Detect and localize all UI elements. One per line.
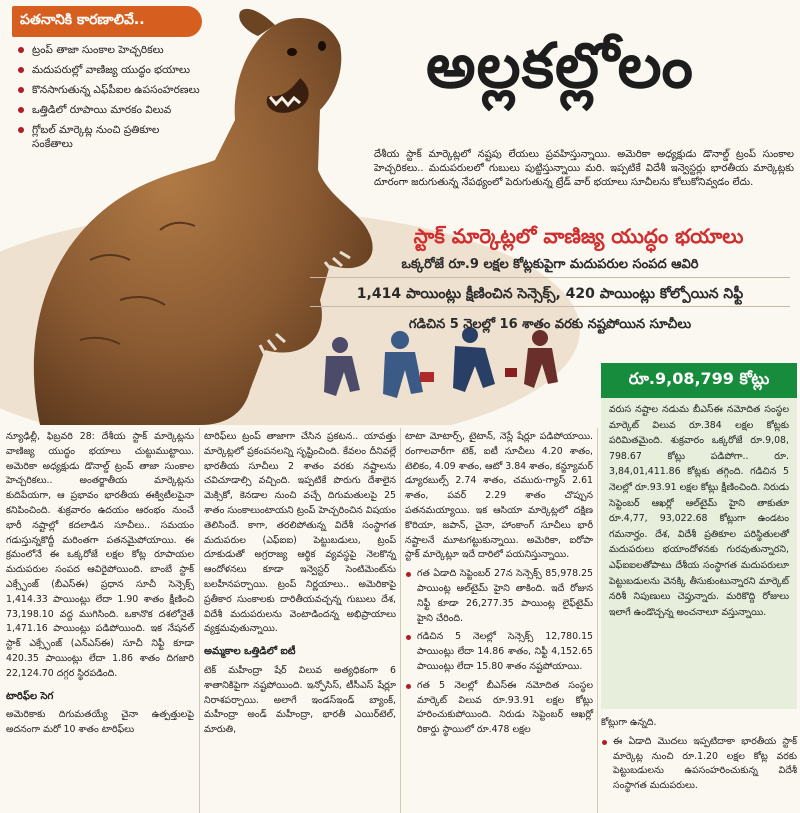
- reason-item: మదుపరుల్లో వాణిజ్య యుద్ధం భయాలు: [18, 63, 202, 77]
- key-line: ఒక్కరోజే రూ.9 లక్షల కోట్లకుపైగా మదుపరుల సంపద ఆవిరి: [310, 256, 790, 278]
- article-column-3: [405, 430, 593, 742]
- reasons-sidebar: [12, 6, 202, 157]
- article-column-1: [6, 430, 194, 742]
- reasons-list: [12, 43, 202, 151]
- reason-item: ఒత్తిడిలో రూపాయి మారకం విలువ: [18, 103, 202, 117]
- reason-item: గ్లోబల్ మార్కెట్ల నుంచి ప్రతికూల సంకేతాలు: [18, 123, 202, 151]
- article-column-4: [601, 716, 797, 798]
- lede-paragraph: దేశీయ స్టాక్ మార్కెట్లలో నష్టపు లేయలు ప్రవహిస్తున్నాయి. అమెరికా అధ్యక్షుడు డొనాల్డ్ ట్రంప్ సుంకాల హెచ్చరికలు.. మదుపరులలో గుబులు పుట్టిస్తున్నాయి మరి. ఇప్పటికే విదేశీ ఇన్వెస్టర్లు భారతీయ మార్కెట్లకు దూరంగా జరుగుతున్న నేపథ్యంలో పెరుగుతున్న ట్రేడ్ వార్ భయాలు సూచీలను కోలుకోనివ్వడం లేదు.: [374, 149, 794, 188]
- market-value-heading: రూ.9,08,799 కోట్లు: [601, 363, 797, 398]
- article-paragraph: కోట్లుగా ఉన్నది.: [601, 717, 657, 728]
- main-headline: అల్లకల్లోలం: [426, 29, 694, 102]
- article-paragraph: అమెరికాకు దిగుమతయ్యే చైనా ఉత్పత్తులపై అదనంగా మరో 10 శాతం టారిఫ్‌లు: [6, 709, 194, 736]
- key-line: గడిచిన 5 నెలల్లో 16 శాతం వరకు నష్టపోయిన సూచీలు: [408, 317, 692, 332]
- article-column-2: [204, 430, 396, 742]
- reason-item: కొనసాగుతున్న ఎఫ్‌పీఐల ఉపసంహరణలు: [18, 83, 202, 97]
- fact-bullet: గత ఏడాది సెప్టెంబర్ 27న సెన్సెక్స్ 85,978.25 పాయింట్ల ఆల్‌టైమ్ హైని తాకింది. ఇదే రోజున నిఫ్టీ కూడా 26,277.35 పాయింట్ల లైఫ్‌టైమ్ హైని చేరింది.: [405, 567, 593, 626]
- column-divider: [597, 428, 598, 813]
- fact-bullet: గత 5 నెలల్లో బీఎస్‌ఈ నమోదిత సంస్థల మార్కెట్ విలువ రూ.93.91 లక్షల కోట్లు హరించుకుపోయింది. నిరుడు సెప్టెంబర్ ఆఖర్లో రికార్డు స్థాయిలో రూ.478 లక్షల: [405, 679, 593, 738]
- article-paragraph: టారిఫ్‌లు ట్రంప్ తాజాగా చేసిన ప్రకటన.. యావత్తు మార్కెట్లలో ప్రకంపనలన్ని సృష్టించింది. కేవలం దీనివల్లే భారతీయ సూచీలు 2 శాతం వరకు నష్టాలను చవిచూడాల్సి వచ్చింది. ఇప్పటికే పొరుగు దేశాలైన మెక్సికో, కెనడాల నుంచి వచ్చే దిగుమతులపై 25 శాతం సుంకాలుంటాయని ట్రంప్ హెచ్చరించిన విషయం తెలిసిందే. కాగా, తరలిపోతున్న విదేశీ సంస్థాగత మదుపరుల (ఎఫ్‌ఐఐ) పెట్టుబడులు, ట్రంప్ దూకుడుతో అగ్రరాజ్య ఆర్థిక వ్యవస్థపై నెలకొన్న ఆందోళనలు కూడా ఇన్వెస్టర్ సెంటిమెంట్‌ను బలహీనపర్చాయి. ట్రంప్ నిర్ణయాలు.. అమెరికాపై ప్రతీకార సుంకాలకు దారితీయవచ్చన్న గుబులు దేశ, విదేశీ మదుపరులను వెంటాడిందన్న అభిప్రాయాలు వ్యక్తమవుతున్నాయి.: [204, 431, 396, 635]
- market-value-text: వరుస నష్టాల నడుమ బీఎస్‌ఈ నమోదిత సంస్థల మార్కెట్ విలువ రూ.384 లక్షల కోట్లకు పరిమితమైంది. శుక్రవారం ఒక్కరోజే రూ.9,08, 798.67 కోట్లు పడిపోగా.. రూ. 3,84,01,411.86 కోట్లకు తగ్గింది. గడిచిన 5 నెలల్లో రూ.93.91 లక్షల కోట్లు క్షీణించింది. నిరుడు సెప్టెంబర్ ఆఖర్లో ఆల్‌టైమ్ హైని తాకుతూ రూ.4,77, 93,022.68 కోట్లుగా ఉండటం గమనార్హం. దేశ, విదేశీ ప్రతికూల పరిస్థితులతో మదుపరులు భయాందోళనకు గురవుతున్నారని, ఎఫ్‌ఐఐలతోపాటు దేశీయ సంస్థాగత మదుపరులూ పెట్టుబడులను వెనక్కి తీసుకుంటున్నారని మార్కెట్ నరిశీ నిపుణులు చెప్తున్నారు. మరికొద్ది రోజులు ఇలాగే ఉండొచ్చన్న అంచనాలూ వస్తున్నాయి.: [609, 404, 789, 618]
- article-paragraph: టెక్ మహీంద్రా షేర్ విలువ అత్యధికంగా 6 శాతానికిపైగా నష్టపోయింది. ఇన్ఫోసిస్, టీసీఎస్ షేర్లూ నిరాశపర్చాయి. అలాగే ఇండస్ఇండ్ బ్యాంక్, మహీంద్రా అండ్ మహీంద్రా, భారతీ ఎయిర్‌టెల్, మారుతి,: [204, 664, 396, 736]
- fact-bullet: గడిచిన 5 నెలల్లో సెన్సెక్స్ 12,780.15 పాయింట్లు లేదా 14.86 శాతం, నిఫ్టీ 4,152.65 పాయింట్లు లేదా 15.80 శాతం నష్టపోయాయి.: [405, 630, 593, 674]
- section-subhead: టారిఫ్‌ల సెగ: [6, 690, 54, 702]
- column-divider: [400, 428, 401, 813]
- key-line: 1,414 పాయింట్లు క్షీణించిన సెన్సెక్స్, 420 పాయింట్లు కోల్పోయిన నిఫ్టీ: [310, 285, 790, 307]
- column-divider: [199, 428, 200, 813]
- article-paragraph: టాటా మోటార్స్, టైటాన్, నెస్లే షేర్లూ పడిపోయాయి. రంగాలవారీగా టెక్, ఐటీ సూచీలు 4.20 శాతం, టెలికం, 4.09 శాతం, ఆటో 3.84 శాతం, కన్జ్యూమర్ డ్యూరబుల్స్ 2.74 శాతం, చమురు-గ్యాస్ 2.61 శాతం, పవర్ 2.29 శాతం చొప్పున పతనమయ్యాయి. ఇక ఆసియా మార్కెట్లలో దక్షిణ కొరియా, జపాన్, చైనా, హాంకాంగ్ సూచీలు భారీ నష్టాలనే మూటగట్టుకున్నాయి. అమెరికా, ఐరోపా స్టాక్ మార్కెట్లూ ఇదే దారిలో పయనిస్తున్నాయి.: [405, 431, 593, 561]
- market-value-box: [601, 363, 797, 709]
- article-paragraph: న్యూఢిల్లీ, ఫిబ్రవరి 28: దేశీయ స్టాక్ మార్కెట్లను వాణిజ్య యుద్ధం భయాలు చుట్టుముట్టాయి. అమెరికా అధ్యక్షుడు డొనాల్డ్ ట్రంప్ తాజా సుంకాల హెచ్చరికలు.. అంతర్జాతీయ మార్కెట్లను కుదిపేయగా, ఆ ప్రభావం భారతీయ ఈక్విటీలపైనా కనిపించింది. శుక్రవారం ఉదయం ఆరంభం నుంచే భారీ నష్టాల్లో కదలాడిన సూచీలు.. సమయం గడుస్తున్నకొద్దీ మరింతగా పతనమైపోయాయి. ఈ క్రమంలోనే ఈ ఒక్కరోజే లక్షల కోట్ల రూపాయల మదుపరుల సంపద ఆవిరైపోయింది. బాంబే స్టాక్ ఎక్స్ఛేంజ్ (బీఎస్‌ఈ) ప్రధాన సూచీ సెన్సెక్స్ 1,414.33 పాయింట్లు లేదా 1.90 శాతం క్షీణించి 73,198.10 వద్ద ముగిసింది. ఒకానొక దశలోనైతే 1,471.16 పాయింట్లు పడిపోయింది. ఇక నేషనల్ స్టాక్ ఎక్స్ఛేంజ్ (ఎన్‌ఎస్‌ఈ) సూచీ నిఫ్టీ కూడా 420.35 పాయింట్లు లేదా 1.86 శాతం దిగజారి 22,124.70 దగ్గర స్థిరపడింది.: [6, 431, 194, 679]
- section-subhead: అమ్మకాల ఒత్తిడిలో ఐటీ: [204, 646, 296, 658]
- subheadline: స్టాక్ మార్కెట్లలో వాణిజ్య యుద్ధం భయాలు: [413, 224, 744, 248]
- fact-bullet: ఈ ఏడాది మొదలు ఇప్పటిదాకా భారతీయ స్టాక్ మార్కెట్ల నుంచి రూ.1.20 లక్షల కోట్ల వరకు పెట్టుబడులను ఉపసంహరించుకున్న విదేశీ సంస్థాగత మదుపరులు.: [601, 735, 797, 794]
- reason-item: ట్రంప్ తాజా సుంకాల హెచ్చరికలు: [18, 43, 202, 57]
- sidebar-heading: పతనానికి కారణాలివే..: [12, 6, 202, 37]
